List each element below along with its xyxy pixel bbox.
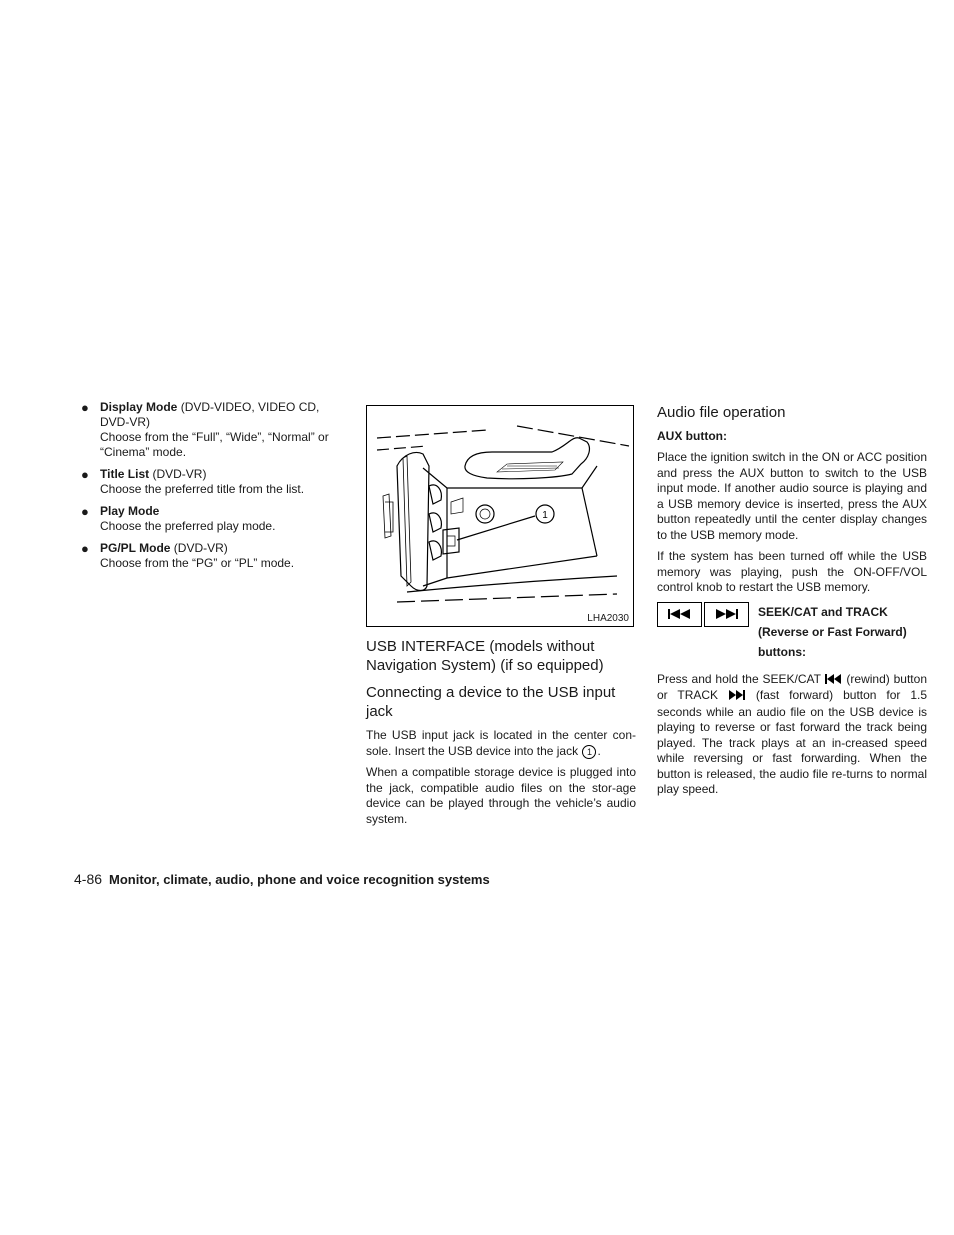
list-item [80,504,346,534]
bullet-icon: ● [81,504,89,519]
mode-list [80,400,346,571]
console-drawing [367,406,635,628]
item-description: Choose the preferred play mode. [100,519,276,533]
bullet-icon: ● [81,400,89,415]
paragraph-text: The USB input jack is located in the center con-sole. Insert the USB device into the jack [366,728,636,758]
item-detail: (DVD-VR) [149,467,207,481]
chapter-title: Monitor, climate, audio, phone and voice recognition systems [109,872,490,887]
audio-file-title: Audio file operation [657,404,786,421]
item-term: Display Mode [100,400,178,414]
usb-location-paragraph [366,728,636,759]
section-title: USB INTERFACE (models without Navigation System) (if so equipped) [366,638,604,674]
page-number: 4-86 [74,871,103,887]
paragraph-text: (rewind) button or TRACK [657,671,927,702]
item-description: Choose from the “PG” or “PL” mode. [100,556,295,570]
subsection-title: Connecting a device to the USB input jack [366,684,616,720]
usb-interface-column [366,400,636,827]
callout-number: 1 [542,510,548,521]
aux-button-label: AUX button: [657,429,727,443]
list-item [80,400,346,460]
aux-paragraph: Place the ignition switch in the ON or ACC position and press the AUX button to switch to the USB input mode. If another audio source is playing and a USB memory device is inserted, press the AUX button repeatedly until the center display changes to the USB memory mode. [657,450,927,542]
item-term: Title List [100,467,150,481]
compatible-device-paragraph: When a compatible storage device is plugged into the jack, compatible audio files on the stor-age device can be played through the vehicle’s audio system. [366,765,636,826]
paragraph-text: (fast forward) button for 1.5 seconds while an audio file on the USB device is playing to reverse or fast forward the track being played. The track plays at an in-creased speed while reversing or fast forwarding. When the button is released, the audio file re-turns to normal play speed. [657,688,927,796]
item-detail: (DVD-VR) [170,541,228,555]
item-term: Play Mode [100,504,160,518]
item-description: Choose the preferred title from the list. [100,482,305,496]
restart-paragraph: If the system has been turned off while the USB memory was playing, push the ON-OFF/VOL control knob to restart the USB memory. [657,549,927,594]
seek-track-paragraph [657,672,927,798]
audio-file-column [657,400,927,798]
item-detail: (DVD-VIDEO, VIDEO CD, DVD-VR) [100,400,320,429]
skip-forward-icon [704,602,749,627]
figure-code: LHA2030 [587,613,629,624]
skip-back-icon [657,602,702,627]
seek-track-heading [657,602,927,666]
list-item [80,467,346,497]
paragraph-end: . [597,743,601,758]
callout-ref-icon: 1 [582,745,596,759]
item-description: Choose from the “Full”, “Wide”, “Normal” or “Cinema” mode. [100,430,329,459]
list-item [80,541,346,571]
seek-track-label: SEEK/CAT and TRACK (Reverse or Fast Forward) buttons: [758,604,907,659]
bullet-icon: ● [81,467,89,482]
usb-jack-illustration [366,405,634,627]
page-footer [74,871,490,887]
paragraph-text: Press and hold the SEEK/CAT [657,671,825,686]
feature-list-column [80,400,346,578]
skip-back-icon [825,673,843,689]
item-term: PG/PL Mode [100,541,171,555]
bullet-icon: ● [81,541,89,556]
skip-forward-icon [728,689,746,705]
